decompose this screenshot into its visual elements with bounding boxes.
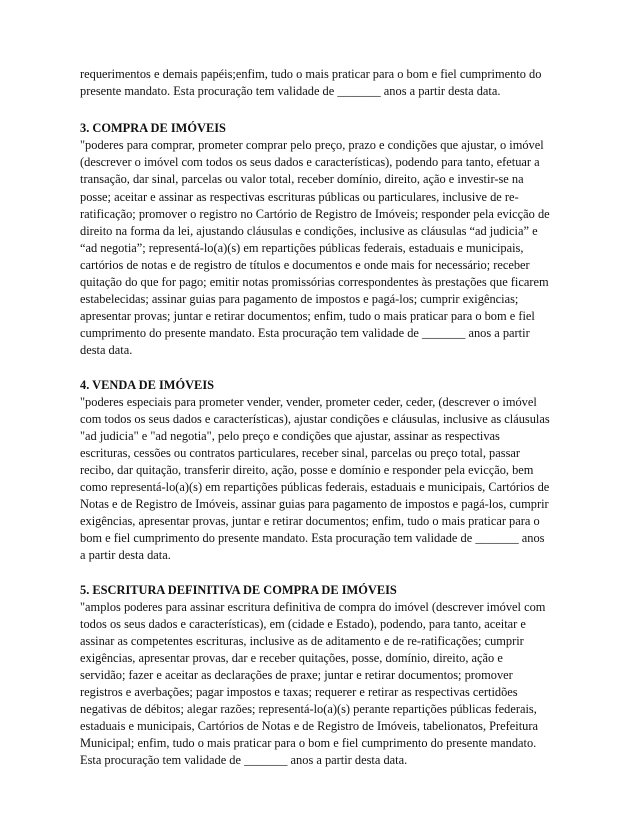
document-page — [80, 66, 550, 787]
section-venda-de-imoveis — [80, 377, 550, 565]
section-body: "poderes para comprar, prometer comprar pelo preço, prazo e condições que ajustar, o imóvel (descrever o imóvel com todos os seus dados e características), podendo para tanto, efetuar a transação, dar sinal, parcelas ou valor total, receber domínio, direito, ação e investir-se na posse; aceitar e assinar as respectivas escrituras públicas ou particulares, inclusive de re-ratificação; promover o registro no Cartório de Registro de Imóveis; responder pela evicção de direito na forma da lei, ajustando cláusulas e condições, inclusive as cláusulas “ad judicia” e “ad negotia”; representá-lo(a)(s) em repartições públicas federais, estaduais e municipais, cartórios de notas e de registro de títulos e documentos e onde mais for necessário; receber quitação do que for pago; emitir notas promissórias correspondentes às prestações que ficarem estabelecidas; assinar guias para pagamento de impostos e pagá-los; cumprir exigências; apresentar provas; juntar e retirar documentos; enfim, tudo o mais praticar para o bom e fiel cumprimento do presente mandato. Esta procuração tem validade de _______ anos a partir desta data. — [80, 138, 550, 358]
section-compra-de-imoveis — [80, 120, 550, 359]
section-title: 5. ESCRITURA DEFINITIVA DE COMPRA DE IMÓVEIS — [80, 582, 397, 597]
section-body: "poderes especiais para prometer vender, vender, prometer ceder, ceder, (descrever o imóvel com todos os seus dados e características), ajustar condições e cláusulas, inclusive as cláusulas "ad judicia" e "ad negotia", pelo preço e condições que ajustar, assinar as respectivas escrituras, cessões ou contratos particulares, receber sinal, parcelas ou preço total, passar recibo, dar quitação, transferir direito, ação, posse e domínio e responder pela evicção, bem como representá-lo(a)(s) em repartições públicas federais, estaduais e municipais, Cartórios de Notas e de Registro de Imóveis, assinar guias para pagamento de impostos e pagá-los, cumprir exigências, apresentar provas, juntar e retirar documentos; enfim, tudo o mais praticar para o bom e fiel cumprimento do presente mandato. Esta procuração tem validade de _______ anos a partir desta data. — [80, 394, 550, 563]
section-escritura-definitiva — [80, 582, 550, 770]
intro-paragraph: requerimentos e demais papéis;enfim, tudo o mais praticar para o bom e fiel cumprimento do presente mandato. Esta procuração tem validade de _______ anos a partir desta data. — [80, 67, 542, 99]
section-body: "amplos poderes para assinar escritura definitiva de compra do imóvel (descrever imóvel com todos os seus dados e características), em (cidade e Estado), podendo, para tanto, aceitar e assinar as competentes escrituras, inclusive as de aditamento e de re-ratificações; cumprir exigências, apresentar provas, dar e receber quitações, posse, domínio, direito, ação e servidão; fazer e aceitar as declarações de praxe; juntar e retirar documentos; promover registros e averbações; pagar impostos e taxas; requerer e retirar as respectivas certidões negativas de débitos; alegar razões; representá-lo(a)(s) perante repartições públicas federais, estaduais e municipais, Cartórios de Notas e de Registro de Imóveis, tabelionatos, Prefeitura Municipal; enfim, tudo o mais praticar para o bom e fiel cumprimento do presente mandato. Esta procuração tem validade de _______ anos a partir desta data. — [80, 599, 546, 768]
section-title: 3. COMPRA DE IMÓVEIS — [80, 121, 226, 136]
section-title: 4. VENDA DE IMÓVEIS — [80, 377, 215, 392]
